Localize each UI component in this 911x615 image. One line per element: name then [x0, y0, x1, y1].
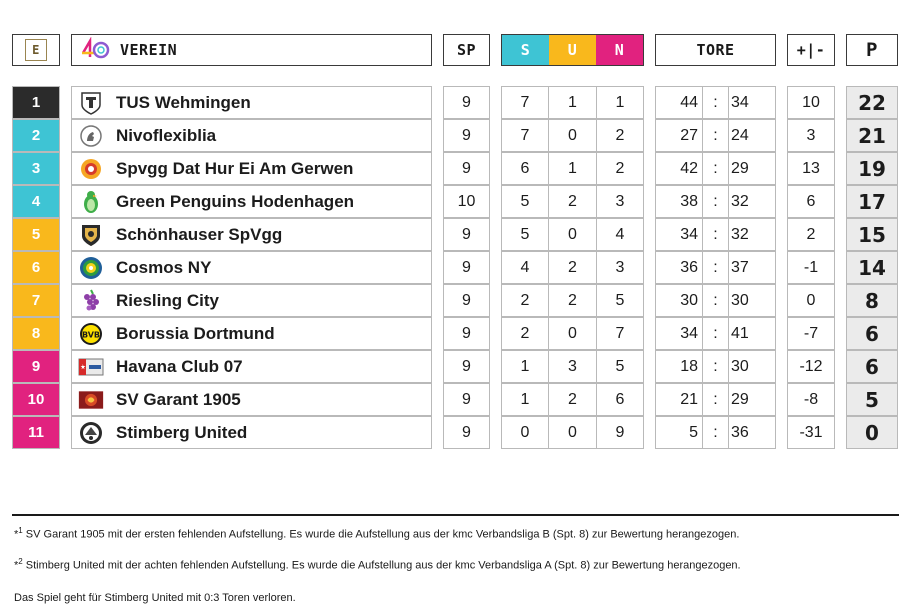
games-played: 9 — [443, 152, 490, 185]
goals-for: 5 — [655, 416, 703, 449]
goal-difference: -8 — [787, 383, 835, 416]
wins: 5 — [501, 218, 549, 251]
edition-label: E — [25, 39, 47, 61]
goals-for: 21 — [655, 383, 703, 416]
team-name: Stimberg United — [116, 422, 248, 442]
goals-separator: : — [702, 218, 729, 251]
wins: 0 — [501, 416, 549, 449]
footer-divider — [12, 514, 899, 516]
points: 17 — [846, 185, 898, 218]
table-row[interactable] — [71, 251, 432, 284]
rank-cell: 5 — [12, 218, 60, 251]
points: 0 — [846, 416, 898, 449]
rank-cell: 11 — [12, 416, 60, 449]
tore-header: TORE — [655, 34, 776, 66]
games-played: 9 — [443, 251, 490, 284]
team-name: Nivoflexiblia — [116, 125, 217, 145]
penguin-icon — [78, 189, 104, 215]
draws: 0 — [548, 416, 597, 449]
games-played: 9 — [443, 218, 490, 251]
losses: 5 — [596, 284, 644, 317]
goals-against: 32 — [728, 218, 776, 251]
table-row[interactable] — [71, 284, 432, 317]
rank-cell: 3 — [12, 152, 60, 185]
shield-icon — [78, 222, 104, 248]
rank-cell: 8 — [12, 317, 60, 350]
goal-difference: 3 — [787, 119, 835, 152]
edition-badge — [12, 34, 60, 66]
table-row[interactable] — [71, 152, 432, 185]
rank-cell: 1 — [12, 86, 60, 119]
table-row[interactable] — [71, 350, 432, 383]
goals-separator: : — [702, 152, 729, 185]
games-played: 10 — [443, 185, 490, 218]
goals-for: 34 — [655, 317, 703, 350]
sun-header — [501, 34, 644, 66]
rank-cell: 4 — [12, 185, 60, 218]
goal-difference: -7 — [787, 317, 835, 350]
games-played: 9 — [443, 383, 490, 416]
wins: 1 — [501, 383, 549, 416]
goal-difference: 13 — [787, 152, 835, 185]
table-row[interactable] — [71, 119, 432, 152]
table-row[interactable] — [71, 218, 432, 251]
wins: 2 — [501, 284, 549, 317]
goals-against: 24 — [728, 119, 776, 152]
team-name: Havana Club 07 — [116, 356, 243, 376]
svg-text:BVB: BVB — [81, 330, 101, 339]
goals-separator: : — [702, 284, 729, 317]
points: 6 — [846, 317, 898, 350]
goals-separator: : — [702, 383, 729, 416]
draws: 0 — [548, 317, 597, 350]
wins: 4 — [501, 251, 549, 284]
n-header: N — [596, 35, 643, 65]
goals-against: 41 — [728, 317, 776, 350]
sp-header: SP — [443, 34, 490, 66]
goals-for: 18 — [655, 350, 703, 383]
team-name: Green Penguins Hodenhagen — [116, 191, 355, 211]
points: 22 — [846, 86, 898, 119]
goal-difference: 2 — [787, 218, 835, 251]
goals-against: 30 — [728, 350, 776, 383]
points: 15 — [846, 218, 898, 251]
draws: 2 — [548, 284, 597, 317]
u-header: U — [549, 35, 596, 65]
crest-icon — [78, 90, 104, 116]
draws: 2 — [548, 383, 597, 416]
goals-for: 30 — [655, 284, 703, 317]
havana-icon — [78, 354, 104, 380]
team-name: TUS Wehmingen — [116, 92, 251, 112]
losses: 9 — [596, 416, 644, 449]
goal-difference: -31 — [787, 416, 835, 449]
games-played: 9 — [443, 119, 490, 152]
table-row[interactable] — [71, 416, 432, 449]
losses: 6 — [596, 383, 644, 416]
goal-diff-header: +|- — [787, 34, 835, 66]
goals-separator: : — [702, 86, 729, 119]
goals-against: 34 — [728, 86, 776, 119]
goals-separator: : — [702, 185, 729, 218]
verein-label: VEREIN — [120, 41, 178, 59]
losses: 5 — [596, 350, 644, 383]
goals-for: 42 — [655, 152, 703, 185]
wins: 7 — [501, 86, 549, 119]
goals-against: 30 — [728, 284, 776, 317]
goals-for: 34 — [655, 218, 703, 251]
table-row[interactable] — [71, 86, 432, 119]
goals-separator: : — [702, 416, 729, 449]
points: 19 — [846, 152, 898, 185]
goals-for: 38 — [655, 185, 703, 218]
table-row[interactable] — [71, 185, 432, 218]
goal-difference: -1 — [787, 251, 835, 284]
rank-cell: 2 — [12, 119, 60, 152]
losses: 3 — [596, 251, 644, 284]
footnote-2: *$^2$ Stimberg United mit der achten fehlenden Aufstellung. Es wurde die Aufstellung aus der kmc Verbandsliga A (Spt. 8) zur Bewertung herangezogen. — [14, 557, 741, 572]
goals-for: 36 — [655, 251, 703, 284]
goal-difference: 10 — [787, 86, 835, 119]
goal-difference: -12 — [787, 350, 835, 383]
footnote-1: *$^1$ SV Garant 1905 mit der ersten fehlenden Aufstellung. Es wurde die Aufstellung aus der kmc Verbandsliga B (Spt. 8) zur Bewertung herangezogen. — [14, 526, 740, 541]
losses: 7 — [596, 317, 644, 350]
garant-icon — [78, 387, 104, 413]
verein-header — [71, 34, 432, 66]
wins: 6 — [501, 152, 549, 185]
wins: 7 — [501, 119, 549, 152]
rank-cell: 7 — [12, 284, 60, 317]
goals-against: 32 — [728, 185, 776, 218]
points: 5 — [846, 383, 898, 416]
rank-cell: 10 — [12, 383, 60, 416]
s-header: S — [502, 35, 549, 65]
draws: 0 — [548, 218, 597, 251]
games-played: 9 — [443, 317, 490, 350]
goals-separator: : — [702, 317, 729, 350]
games-played: 9 — [443, 86, 490, 119]
wins: 1 — [501, 350, 549, 383]
rank-cell: 6 — [12, 251, 60, 284]
footnote-3: Das Spiel geht für Stimberg United mit 0:3 Toren verloren. — [14, 592, 296, 604]
losses: 3 — [596, 185, 644, 218]
goals-against: 37 — [728, 251, 776, 284]
rank-cell: 9 — [12, 350, 60, 383]
team-name: Spvgg Dat Hur Ei Am Gerwen — [116, 158, 354, 178]
draws: 1 — [548, 152, 597, 185]
draws: 1 — [548, 86, 597, 119]
points: 8 — [846, 284, 898, 317]
team-name: Borussia Dortmund — [116, 323, 275, 343]
points: 14 — [846, 251, 898, 284]
goals-separator: : — [702, 119, 729, 152]
points-header: P — [846, 34, 898, 66]
losses: 4 — [596, 218, 644, 251]
wins: 5 — [501, 185, 549, 218]
goals-separator: : — [702, 251, 729, 284]
losses: 2 — [596, 152, 644, 185]
draws: 0 — [548, 119, 597, 152]
knight-icon — [78, 123, 104, 149]
flower-icon — [78, 156, 104, 182]
grapes-icon — [78, 288, 104, 314]
games-played: 9 — [443, 284, 490, 317]
goal-difference: 0 — [787, 284, 835, 317]
goal-difference: 6 — [787, 185, 835, 218]
draws: 2 — [548, 185, 597, 218]
games-played: 9 — [443, 350, 490, 383]
goals-for: 27 — [655, 119, 703, 152]
table-row[interactable] — [71, 317, 432, 350]
team-name: SV Garant 1905 — [116, 389, 241, 409]
stimberg-icon — [78, 420, 104, 446]
table-row[interactable] — [71, 383, 432, 416]
goals-for: 44 — [655, 86, 703, 119]
points: 21 — [846, 119, 898, 152]
team-name: Cosmos NY — [116, 257, 212, 277]
wins: 2 — [501, 317, 549, 350]
goals-against: 36 — [728, 416, 776, 449]
anniversary-40-logo-icon — [80, 37, 110, 63]
games-played: 9 — [443, 416, 490, 449]
team-name: Schönhauser SpVgg — [116, 224, 283, 244]
bvb-icon — [78, 321, 104, 347]
goals-against: 29 — [728, 152, 776, 185]
goals-separator: : — [702, 350, 729, 383]
draws: 3 — [548, 350, 597, 383]
cosmos-icon — [78, 255, 104, 281]
losses: 2 — [596, 119, 644, 152]
points: 6 — [846, 350, 898, 383]
goals-against: 29 — [728, 383, 776, 416]
losses: 1 — [596, 86, 644, 119]
draws: 2 — [548, 251, 597, 284]
team-name: Riesling City — [116, 290, 219, 310]
